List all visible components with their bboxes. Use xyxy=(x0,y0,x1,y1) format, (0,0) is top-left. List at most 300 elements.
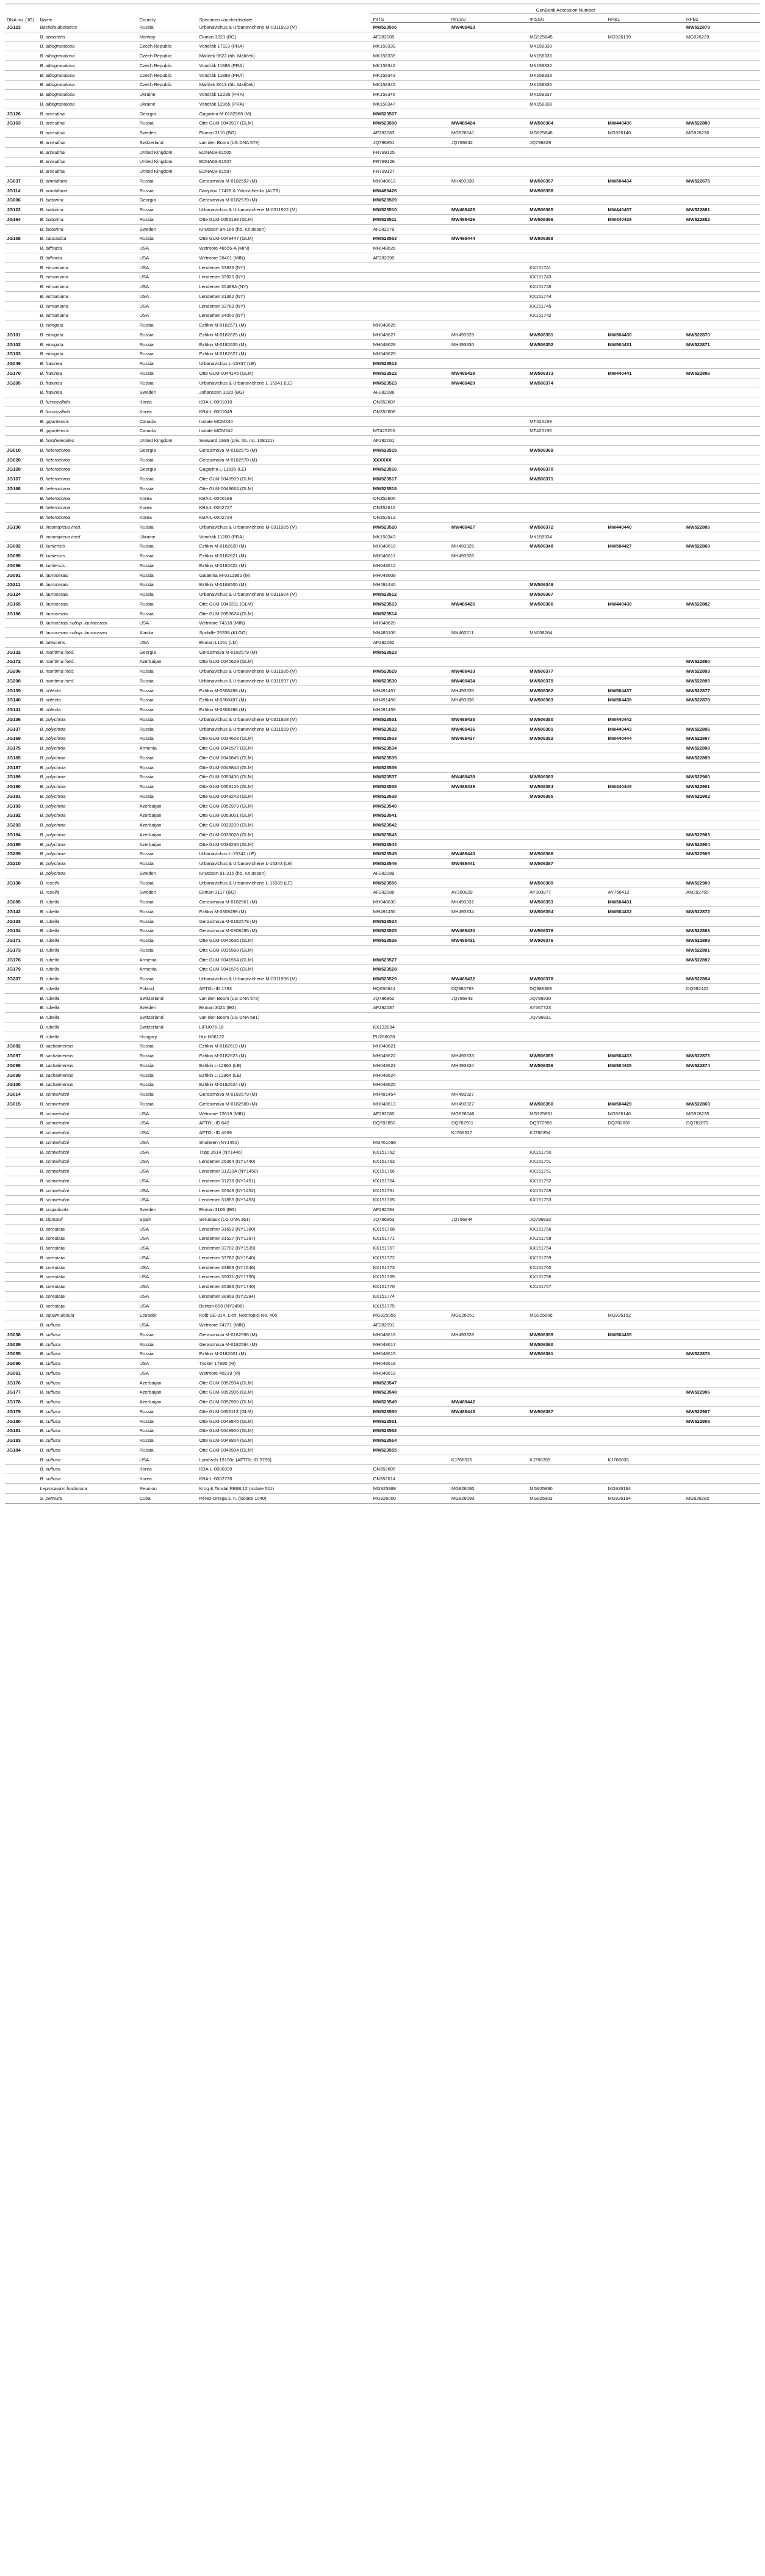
cell-mrlsu xyxy=(450,397,528,407)
header-locus-rpb2: RPB2 xyxy=(684,13,760,23)
cell-name: B. sorediata xyxy=(38,1301,137,1311)
cell-rpb2 xyxy=(684,80,760,90)
cell-mrlsu: MW489440 xyxy=(450,849,528,859)
cell-name: B. kurilensis xyxy=(38,561,137,571)
cell-specimen: Kolb SE-314, Lich. Neotropici No. 405 xyxy=(197,1311,371,1320)
cell-specimen: Gagarina L-11635 (LE) xyxy=(197,465,371,474)
cell-name: B. rubella xyxy=(38,1003,137,1013)
table-row xyxy=(5,23,760,32)
cell-mtssu: JQ796832 xyxy=(528,1215,606,1225)
cell-rpb1: MW440437 xyxy=(606,205,684,215)
cell-rpb1: MG926139 xyxy=(606,32,684,42)
cell-rpb2: MW522897 xyxy=(684,734,760,743)
cell-specimen: Ezhkin L-12963 (LE) xyxy=(197,1061,371,1071)
cell-mrlsu xyxy=(450,1013,528,1022)
cell-rpb2: AM292755 xyxy=(684,888,760,897)
cell-specimen: Ezhkin M-0182625 (M) xyxy=(197,330,371,340)
cell-mrlsu xyxy=(450,1262,528,1272)
cell-rpb1 xyxy=(606,1464,684,1474)
cell-mtssu xyxy=(528,503,606,513)
table-row xyxy=(5,1397,760,1407)
cell-dna-no xyxy=(5,1243,38,1253)
cell-dna-no xyxy=(5,167,38,176)
cell-dna-no: JG193 xyxy=(5,801,38,811)
cell-rpb1 xyxy=(606,253,684,263)
cell-rpb2 xyxy=(684,167,760,176)
cell-mrlsu xyxy=(450,282,528,292)
cell-specimen: Gerasimova M-0182570 (M) xyxy=(197,455,371,465)
table-row xyxy=(5,1147,760,1157)
cell-name: B. heterochroa xyxy=(38,503,137,513)
cell-country: Russia xyxy=(138,186,198,195)
cell-country: Russia xyxy=(138,23,198,32)
cell-dna-no: JG123 xyxy=(5,23,38,32)
cell-country: Alaska xyxy=(138,628,198,638)
cell-mits: ON352613 xyxy=(371,513,449,523)
table-row xyxy=(5,1176,760,1186)
cell-rpb2 xyxy=(684,1041,760,1051)
cell-dna-no: JG207 xyxy=(5,974,38,984)
cell-dna-no xyxy=(5,262,38,272)
cell-country: Korea xyxy=(138,493,198,503)
cell-name: B. ekmaniana xyxy=(38,292,137,302)
cell-mtssu: MT425196 xyxy=(528,426,606,436)
cell-mits: MH048618 xyxy=(371,1359,449,1369)
cell-mits: MW523522 xyxy=(371,369,449,378)
cell-name: B. schweinitzii xyxy=(38,1147,137,1157)
cell-rpb1 xyxy=(606,1426,684,1436)
cell-country: Russia xyxy=(138,455,198,465)
cell-rpb1 xyxy=(606,416,684,426)
cell-rpb1 xyxy=(606,99,684,109)
cell-specimen: Otte GLM-0048904 (GLM) xyxy=(197,1445,371,1455)
cell-name: B. suffusa xyxy=(38,1359,137,1369)
cell-specimen: Otte GLM-0039239 (GLM) xyxy=(197,820,371,830)
cell-mtssu: KX151760 xyxy=(528,1262,606,1272)
cell-name: B. arceutina xyxy=(38,109,137,118)
cell-name: B. arceutina xyxy=(38,128,137,138)
cell-dna-no: JG180 xyxy=(5,1416,38,1426)
cell-name: B. fraxinea xyxy=(38,369,137,378)
cell-rpb1 xyxy=(606,551,684,561)
cell-country: Czech Republic xyxy=(138,70,198,80)
cell-country: Azerbaijan xyxy=(138,820,198,830)
cell-mtssu: MW506354 xyxy=(528,907,606,917)
cell-specimen: Vondrák 11889 (PRA) xyxy=(197,70,371,80)
cell-country: USA xyxy=(138,272,198,282)
table-row xyxy=(5,551,760,561)
table-row xyxy=(5,618,760,628)
cell-specimen: EDNA09-01507 xyxy=(197,157,371,167)
cell-specimen: Shaheen (NY1451) xyxy=(197,1138,371,1148)
cell-specimen: Otte GLM-0048664 (GLM) xyxy=(197,484,371,494)
cell-mits: MH048627 xyxy=(371,330,449,340)
cell-mits: MW523538 xyxy=(371,782,449,792)
cell-rpb1 xyxy=(606,349,684,359)
cell-rpb2 xyxy=(684,1253,760,1263)
cell-specimen: Lendemer 38909 (NY2294) xyxy=(197,1292,371,1301)
cell-mits: AF282091 xyxy=(371,1320,449,1330)
cell-dna-no xyxy=(5,1013,38,1022)
cell-rpb2 xyxy=(684,195,760,205)
cell-name: B. ekmaniana xyxy=(38,272,137,282)
cell-mrlsu: MW489443 xyxy=(450,1407,528,1417)
cell-country: USA xyxy=(138,253,198,263)
cell-country: USA xyxy=(138,1272,198,1282)
cell-specimen: Knutsson 94-166 (hb. Knutsson) xyxy=(197,224,371,234)
cell-name: B. sorediata xyxy=(38,1234,137,1243)
cell-rpb1 xyxy=(606,493,684,503)
cell-specimen: EDNA09-01505 xyxy=(197,147,371,157)
cell-rpb2 xyxy=(684,1445,760,1455)
cell-rpb2 xyxy=(684,301,760,311)
cell-specimen: Spribille 26338 (KLGO) xyxy=(197,628,371,638)
cell-country: USA xyxy=(138,1253,198,1263)
cell-mrlsu xyxy=(450,147,528,157)
table-row xyxy=(5,974,760,984)
cell-specimen: Otte GLM-0055113 (GLM) xyxy=(197,1407,371,1417)
header-locus-rpb1: RPB1 xyxy=(606,13,684,23)
cell-name: B. sorediata xyxy=(38,1262,137,1272)
cell-name: B. maritima ined. xyxy=(38,657,137,667)
table-row xyxy=(5,118,760,128)
table-row xyxy=(5,1407,760,1417)
cell-specimen: Otte GLM-0048845 (GLM) xyxy=(197,1416,371,1426)
cell-country: Ecuador xyxy=(138,1311,198,1320)
cell-mtssu: JQ796831 xyxy=(528,1013,606,1022)
cell-rpb2 xyxy=(684,378,760,388)
cell-mits: MW523535 xyxy=(371,753,449,763)
cell-rpb2 xyxy=(684,465,760,474)
table-row xyxy=(5,407,760,417)
cell-rpb2: MW522873 xyxy=(684,1051,760,1061)
cell-dna-no: JG102 xyxy=(5,339,38,349)
cell-rpb2 xyxy=(684,349,760,359)
cell-rpb1 xyxy=(606,676,684,686)
cell-dna-no: JG133 xyxy=(5,916,38,926)
cell-country: Korea xyxy=(138,1464,198,1474)
table-row xyxy=(5,436,760,446)
cell-mrlsu xyxy=(450,762,528,772)
cell-name: B. albogranulosa xyxy=(38,70,137,80)
cell-dna-no xyxy=(5,1032,38,1041)
table-row xyxy=(5,609,760,618)
cell-rpb2 xyxy=(684,1474,760,1484)
cell-specimen: Vondrák 12965 (PRA) xyxy=(197,99,371,109)
cell-specimen: Gerasimova M-0182570 (M) xyxy=(197,195,371,205)
cell-dna-no xyxy=(5,1138,38,1148)
table-row xyxy=(5,695,760,705)
cell-rpb2: MW522878 xyxy=(684,695,760,705)
table-row xyxy=(5,1339,760,1349)
cell-mtssu: MW506387 xyxy=(528,859,606,869)
cell-dna-no xyxy=(5,1176,38,1186)
cell-mrlsu xyxy=(450,1320,528,1330)
cell-rpb2 xyxy=(684,916,760,926)
cell-rpb2 xyxy=(684,705,760,715)
cell-mrlsu xyxy=(450,446,528,455)
cell-specimen: Urbanavichus L-15337 (LE) xyxy=(197,359,371,369)
table-row xyxy=(5,705,760,715)
cell-mrlsu xyxy=(450,638,528,648)
cell-country: Russia xyxy=(138,1080,198,1090)
cell-mits: EU266078 xyxy=(371,1032,449,1041)
cell-mits xyxy=(371,282,449,292)
cell-rpb2 xyxy=(684,1234,760,1243)
cell-name: B. albogranulosa xyxy=(38,42,137,51)
cell-name: B. obtecta xyxy=(38,705,137,715)
cell-mtssu: MW506379 xyxy=(528,676,606,686)
table-row xyxy=(5,301,760,311)
cell-mtssu: AY300877 xyxy=(528,888,606,897)
cell-rpb2 xyxy=(684,869,760,878)
cell-specimen: Ezhkin M-0182601 (M) xyxy=(197,1349,371,1359)
cell-dna-no xyxy=(5,157,38,167)
cell-rpb2: MW522675 xyxy=(684,176,760,186)
cell-name: B. polychroa xyxy=(38,801,137,811)
cell-mits: MW523528 xyxy=(371,964,449,974)
table-row xyxy=(5,936,760,946)
cell-dna-no xyxy=(5,1464,38,1474)
cell-rpb1 xyxy=(606,955,684,964)
cell-rpb1 xyxy=(606,1474,684,1484)
cell-dna-no: JG191 xyxy=(5,792,38,801)
cell-mtssu xyxy=(528,561,606,571)
cell-mrlsu xyxy=(450,647,528,657)
cell-mits: MT425200 xyxy=(371,426,449,436)
cell-mrlsu xyxy=(450,570,528,580)
table-row xyxy=(5,262,760,272)
cell-mits: MW523550 xyxy=(371,1407,449,1417)
cell-country: USA xyxy=(138,1195,198,1205)
cell-rpb1: MW504427 xyxy=(606,541,684,551)
cell-mits: MN483106 xyxy=(371,628,449,638)
cell-mits: MK158339 xyxy=(371,42,449,51)
cell-specimen: Ezhkin M-0308496 (M) xyxy=(197,705,371,715)
cell-name: B. rubella xyxy=(38,946,137,955)
cell-mrlsu xyxy=(450,1464,528,1474)
table-row xyxy=(5,234,760,244)
cell-dna-no xyxy=(5,1234,38,1243)
cell-rpb2: MG926230 xyxy=(684,128,760,138)
cell-rpb2 xyxy=(684,1262,760,1272)
table-row xyxy=(5,993,760,1003)
cell-mrlsu: MH493327 xyxy=(450,1090,528,1099)
cell-country: USA xyxy=(138,1455,198,1464)
cell-mrlsu: MH493325 xyxy=(450,541,528,551)
table-row xyxy=(5,1070,760,1080)
cell-country: Spain xyxy=(138,1215,198,1225)
cell-rpb2 xyxy=(684,859,760,869)
cell-country: Russia xyxy=(138,772,198,782)
cell-mtssu xyxy=(528,244,606,253)
cell-country: Russia xyxy=(138,753,198,763)
cell-rpb1 xyxy=(606,147,684,157)
cell-mits: MK158343 xyxy=(371,532,449,541)
cell-specimen: Ezhkin M-0182619 (M) xyxy=(197,1041,371,1051)
cell-dna-no xyxy=(5,32,38,42)
cell-specimen: Benton 658 (NY2496) xyxy=(197,1301,371,1311)
cell-mits: KX151765 xyxy=(371,1195,449,1205)
cell-dna-no xyxy=(5,628,38,638)
cell-mtssu xyxy=(528,1436,606,1445)
table-row xyxy=(5,570,760,580)
cell-mrlsu xyxy=(450,436,528,446)
cell-mrlsu xyxy=(450,455,528,465)
cell-rpb1 xyxy=(606,878,684,888)
cell-mtssu: MK158332 xyxy=(528,61,606,71)
cell-country: Georgia xyxy=(138,647,198,657)
cell-mrlsu: MG926093 xyxy=(450,1493,528,1503)
cell-rpb2 xyxy=(684,42,760,51)
cell-country: Russia xyxy=(138,118,198,128)
cell-mrlsu xyxy=(450,753,528,763)
cell-specimen: Lendemer 33869 (NY1546) xyxy=(197,1262,371,1272)
cell-name: B. heterochroa xyxy=(38,446,137,455)
cell-mtssu: MK158336 xyxy=(528,80,606,90)
cell-rpb1 xyxy=(606,407,684,417)
cell-rpb1 xyxy=(606,1272,684,1282)
cell-mtssu xyxy=(528,167,606,176)
cell-mits: MH048624 xyxy=(371,1070,449,1080)
cell-mrlsu xyxy=(450,272,528,282)
cell-name: B. sachalinensis xyxy=(38,1080,137,1090)
cell-country: Russia xyxy=(138,339,198,349)
cell-dna-no: JG167 xyxy=(5,474,38,484)
cell-rpb2 xyxy=(684,580,760,590)
cell-rpb2 xyxy=(684,1464,760,1474)
cell-country: Russia xyxy=(138,1426,198,1436)
cell-specimen: Lendemer 34000 (NY) xyxy=(197,311,371,320)
cell-name: B. rubella xyxy=(38,936,137,946)
cell-mtssu xyxy=(528,436,606,446)
cell-mits: MW523513 xyxy=(371,599,449,609)
cell-rpb1: MW440442 xyxy=(606,715,684,725)
cell-rpb2 xyxy=(684,455,760,465)
cell-dna-no: JG166 xyxy=(5,609,38,618)
table-row xyxy=(5,1041,760,1051)
cell-rpb1 xyxy=(606,859,684,869)
cell-mits: MW523512 xyxy=(371,590,449,599)
cell-dna-no: JG165 xyxy=(5,599,38,609)
cell-dna-no: JG091 xyxy=(5,570,38,580)
cell-mtssu xyxy=(528,157,606,167)
cell-rpb2 xyxy=(684,1070,760,1080)
cell-name: B. suffusa xyxy=(38,1464,137,1474)
cell-specimen: Vondrák 11888 (PRA) xyxy=(197,61,371,71)
cell-rpb2: MW522901 xyxy=(684,782,760,792)
cell-mits: AF282062 xyxy=(371,638,449,648)
cell-mtssu xyxy=(528,1022,606,1032)
cell-mrlsu xyxy=(450,830,528,840)
cell-rpb2: MW522868 xyxy=(684,541,760,551)
cell-mtssu xyxy=(528,397,606,407)
cell-rpb1 xyxy=(606,1167,684,1176)
cell-mits: MW523529 xyxy=(371,974,449,984)
cell-specimen: Ezhkin M-0308497 (M) xyxy=(197,695,371,705)
cell-specimen: Ezhkin M-0182620 (M) xyxy=(197,541,371,551)
cell-mtssu xyxy=(528,349,606,359)
cell-mtssu xyxy=(528,1138,606,1148)
cell-specimen: Lendemer 26364 (NY1440) xyxy=(197,1157,371,1167)
table-row xyxy=(5,426,760,436)
cell-mrlsu: MW489434 xyxy=(450,676,528,686)
cell-dna-no xyxy=(5,1262,38,1272)
cell-rpb2 xyxy=(684,147,760,157)
cell-mtssu: MW506358 xyxy=(528,186,606,195)
cell-rpb1 xyxy=(606,23,684,32)
table-row xyxy=(5,762,760,772)
cell-name: B. albogranulosa xyxy=(38,90,137,99)
cell-specimen: Urbanavichus L-15342 (LE) xyxy=(197,849,371,859)
cell-country: Armenia xyxy=(138,743,198,753)
cell-rpb2: MW522870 xyxy=(684,330,760,340)
cell-mtssu xyxy=(528,147,606,157)
cell-specimen: van den Boom (LG DNA 578) xyxy=(197,993,371,1003)
cell-specimen: Ezhkin M-0182624 (M) xyxy=(197,1080,371,1090)
cell-mits: KX151767 xyxy=(371,1243,449,1253)
cell-specimen: Lendemer 33702 (NY1539) xyxy=(197,1243,371,1253)
cell-mtssu: MW506363 xyxy=(528,695,606,705)
cell-rpb2 xyxy=(684,993,760,1003)
cell-rpb1 xyxy=(606,1032,684,1041)
cell-mtssu xyxy=(528,1464,606,1474)
cell-specimen: Lendemer 30548 (NY1452) xyxy=(197,1185,371,1195)
table-row xyxy=(5,811,760,820)
cell-mrlsu: MW489438 xyxy=(450,772,528,782)
cell-name: B. polychroa xyxy=(38,792,137,801)
cell-mtssu xyxy=(528,743,606,753)
cell-name: B. inconspicua ined. xyxy=(38,532,137,541)
cell-country: Korea xyxy=(138,397,198,407)
table-row xyxy=(5,1330,760,1340)
cell-mtssu: KX151742 xyxy=(528,311,606,320)
cell-mtssu: MW506361 xyxy=(528,1349,606,1359)
cell-specimen: Gerasimova M-0182594 (M) xyxy=(197,1339,371,1349)
cell-name: B. suffusa xyxy=(38,1369,137,1378)
cell-name: B. arceutina xyxy=(38,138,137,148)
cell-name: B. heterochroa xyxy=(38,484,137,494)
cell-mits: MW523524 xyxy=(371,916,449,926)
cell-specimen: Lendemer 30488A (NY) xyxy=(197,282,371,292)
cell-name: B. fraxinea xyxy=(38,359,137,369)
cell-mtssu: KX151749 xyxy=(528,1185,606,1195)
cell-name: S. pertexta xyxy=(38,1493,137,1503)
cell-mits: KX151773 xyxy=(371,1262,449,1272)
cell-rpb2: MW522888 xyxy=(684,926,760,936)
cell-mrlsu: MH493327 xyxy=(450,1099,528,1109)
cell-country: Russia xyxy=(138,667,198,676)
cell-name: B. polychroa xyxy=(38,762,137,772)
cell-specimen: Otte GLM-0048904 (GLM) xyxy=(197,1436,371,1445)
cell-country: Russia xyxy=(138,590,198,599)
cell-specimen: Otte GLM-0044145 (GLM) xyxy=(197,369,371,378)
cell-rpb1 xyxy=(606,638,684,648)
cell-mtssu: JQ796829 xyxy=(528,138,606,148)
cell-dna-no: JG055 xyxy=(5,1349,38,1359)
table-row xyxy=(5,1464,760,1474)
table-row xyxy=(5,1224,760,1234)
table-row xyxy=(5,1022,760,1032)
cell-mtssu: MW506366 xyxy=(528,215,606,225)
cell-rpb2 xyxy=(684,282,760,292)
cell-mrlsu xyxy=(450,292,528,302)
cell-mits: MK158347 xyxy=(371,99,449,109)
cell-country: USA xyxy=(138,1176,198,1186)
cell-dna-no: JG097 xyxy=(5,1051,38,1061)
cell-rpb2: MW522908 xyxy=(684,1416,760,1426)
table-row xyxy=(5,1099,760,1109)
